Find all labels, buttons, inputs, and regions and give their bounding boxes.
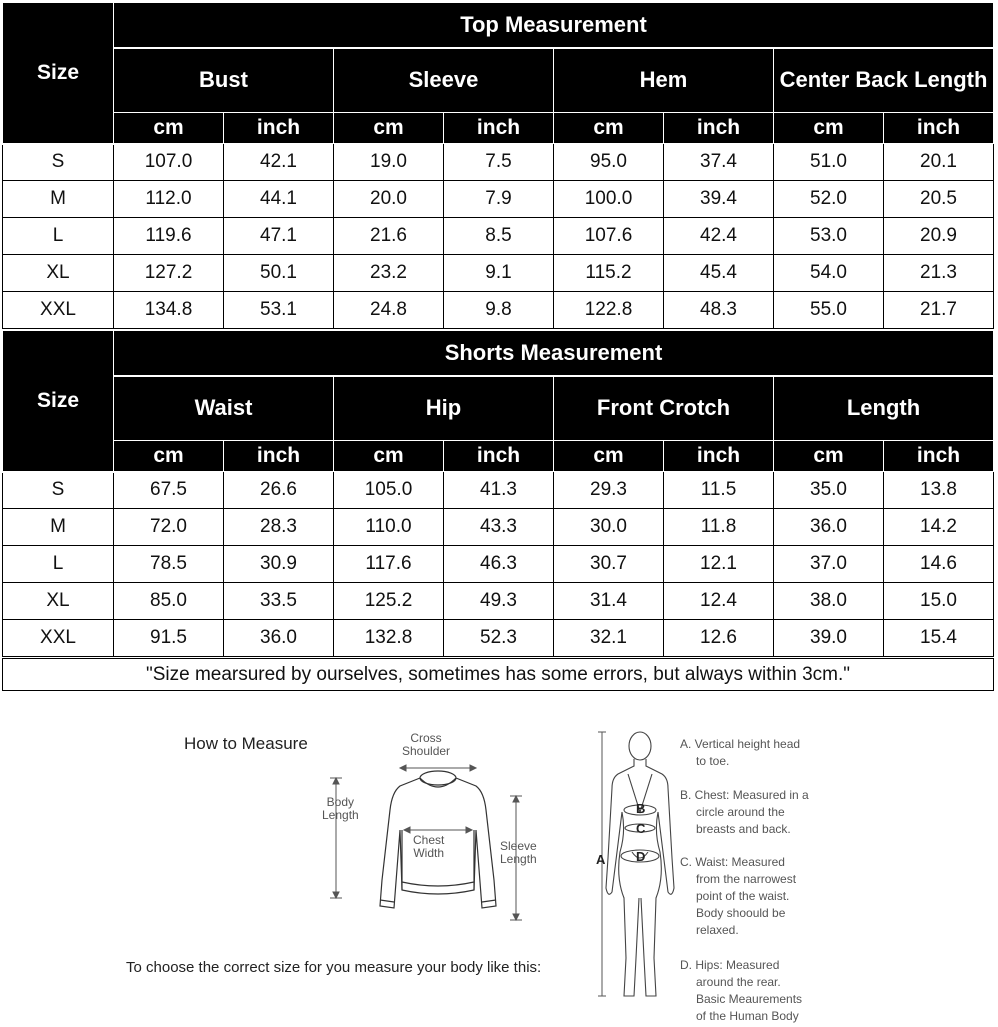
- table-cell: 8.5: [444, 218, 554, 255]
- chest-width-label: Chest Width: [413, 833, 445, 860]
- annotation-b: B. Chest: Measured in a circle around the breasts and back.: [680, 788, 809, 836]
- unit-header: cm: [114, 113, 224, 144]
- table-cell: 110.0: [334, 509, 444, 546]
- column-group-header: Hip: [334, 376, 554, 441]
- table-cell: 20.0: [334, 181, 444, 218]
- table-cell: 26.6: [224, 472, 334, 509]
- table-cell: 52.0: [774, 181, 884, 218]
- table-cell: 35.0: [774, 472, 884, 509]
- table-cell: 54.0: [774, 255, 884, 292]
- table-cell: 30.9: [224, 546, 334, 583]
- unit-header: cm: [114, 441, 224, 472]
- table-cell: 21.3: [884, 255, 994, 292]
- table-row: [3, 144, 994, 181]
- body-figure-illustration: [598, 728, 678, 1018]
- garment-illustration: [320, 730, 550, 930]
- table-cell: 127.2: [114, 255, 224, 292]
- table-cell: 44.1: [224, 181, 334, 218]
- size-cell: S: [3, 144, 114, 181]
- table-cell: 53.0: [774, 218, 884, 255]
- table-cell: 12.1: [664, 546, 774, 583]
- size-cell: L: [3, 218, 114, 255]
- table-cell: 95.0: [554, 144, 664, 181]
- table-cell: 33.5: [224, 583, 334, 620]
- size-cell: M: [3, 181, 114, 218]
- size-header: Size: [3, 331, 114, 472]
- unit-header: inch: [444, 441, 554, 472]
- unit-header: cm: [554, 441, 664, 472]
- table-cell: 119.6: [114, 218, 224, 255]
- table-cell: 78.5: [114, 546, 224, 583]
- table-cell: 7.5: [444, 144, 554, 181]
- measurement-guide: [0, 700, 998, 1027]
- table-cell: 9.1: [444, 255, 554, 292]
- size-header: Size: [3, 3, 114, 144]
- table-cell: 14.2: [884, 509, 994, 546]
- table-cell: 122.8: [554, 292, 664, 329]
- figure-letter-c: C: [636, 821, 646, 836]
- table-cell: 32.1: [554, 620, 664, 657]
- table-cell: 20.1: [884, 144, 994, 181]
- table-cell: 28.3: [224, 509, 334, 546]
- table-cell: 39.0: [774, 620, 884, 657]
- table-cell: 51.0: [774, 144, 884, 181]
- table-cell: 9.8: [444, 292, 554, 329]
- figure-letter-b: B: [636, 801, 646, 816]
- table-cell: 15.4: [884, 620, 994, 657]
- table-row: [3, 546, 994, 583]
- table-row: [3, 620, 994, 657]
- table-cell: 20.5: [884, 181, 994, 218]
- table-row: [3, 255, 994, 292]
- table-cell: 11.5: [664, 472, 774, 509]
- annotation-c: C. Waist: Measured from the narrowest point of the waist. Body shoould be relaxed.: [680, 855, 797, 937]
- figure-letter-a: A: [596, 852, 606, 867]
- table-cell: 134.8: [114, 292, 224, 329]
- column-group-header: Center Back Length: [774, 48, 994, 113]
- table-cell: 50.1: [224, 255, 334, 292]
- column-group-header: Hem: [554, 48, 774, 113]
- table-title: Top Measurement: [114, 3, 994, 48]
- table-cell: 30.7: [554, 546, 664, 583]
- table-cell: 46.3: [444, 546, 554, 583]
- unit-header: inch: [884, 113, 994, 144]
- table-cell: 7.9: [444, 181, 554, 218]
- shorts-measurement-table: [2, 330, 994, 657]
- table-row: [3, 509, 994, 546]
- size-cell: M: [3, 509, 114, 546]
- size-cell: XL: [3, 255, 114, 292]
- annotation-a: A. Vertical height head to toe.: [680, 737, 801, 768]
- column-group-header: Front Crotch: [554, 376, 774, 441]
- table-cell: 100.0: [554, 181, 664, 218]
- table-cell: 42.4: [664, 218, 774, 255]
- unit-header: cm: [774, 113, 884, 144]
- table-cell: 30.0: [554, 509, 664, 546]
- body-length-label: Body Length: [322, 795, 359, 822]
- table-cell: 41.3: [444, 472, 554, 509]
- table-cell: 125.2: [334, 583, 444, 620]
- table-cell: 39.4: [664, 181, 774, 218]
- unit-header: cm: [334, 113, 444, 144]
- table-cell: 55.0: [774, 292, 884, 329]
- table-cell: 107.6: [554, 218, 664, 255]
- choose-size-instruction: To choose the correct size for you measure your body like this:: [126, 959, 542, 976]
- table-cell: 91.5: [114, 620, 224, 657]
- table-cell: 36.0: [774, 509, 884, 546]
- table-cell: 49.3: [444, 583, 554, 620]
- table-cell: 72.0: [114, 509, 224, 546]
- table-cell: 132.8: [334, 620, 444, 657]
- unit-header: inch: [224, 113, 334, 144]
- how-to-measure-title: How to Measure: [184, 734, 308, 753]
- table-cell: 37.4: [664, 144, 774, 181]
- size-cell: XXL: [3, 292, 114, 329]
- column-group-header: Length: [774, 376, 994, 441]
- table-cell: 47.1: [224, 218, 334, 255]
- table-cell: 52.3: [444, 620, 554, 657]
- unit-header: inch: [664, 441, 774, 472]
- table-row: [3, 292, 994, 329]
- size-cell: L: [3, 546, 114, 583]
- table-row: [3, 218, 994, 255]
- table-row: [3, 472, 994, 509]
- annotation-d: D. Hips: Measured around the rear. Basic Meaurements of the Human Body: [680, 958, 803, 1023]
- table-cell: 45.4: [664, 255, 774, 292]
- table-cell: 21.7: [884, 292, 994, 329]
- column-group-header: Waist: [114, 376, 334, 441]
- table-cell: 85.0: [114, 583, 224, 620]
- table-cell: 67.5: [114, 472, 224, 509]
- table-title: Shorts Measurement: [114, 331, 994, 376]
- table-cell: 117.6: [334, 546, 444, 583]
- table-cell: 19.0: [334, 144, 444, 181]
- table-cell: 112.0: [114, 181, 224, 218]
- table-cell: 29.3: [554, 472, 664, 509]
- unit-header: inch: [884, 441, 994, 472]
- table-cell: 36.0: [224, 620, 334, 657]
- table-cell: 14.6: [884, 546, 994, 583]
- table-cell: 11.8: [664, 509, 774, 546]
- table-row: [3, 181, 994, 218]
- size-cell: XXL: [3, 620, 114, 657]
- table-cell: 12.4: [664, 583, 774, 620]
- table-cell: 107.0: [114, 144, 224, 181]
- table-cell: 38.0: [774, 583, 884, 620]
- table-cell: 20.9: [884, 218, 994, 255]
- table-cell: 21.6: [334, 218, 444, 255]
- table-cell: 105.0: [334, 472, 444, 509]
- table-cell: 31.4: [554, 583, 664, 620]
- size-cell: XL: [3, 583, 114, 620]
- unit-header: cm: [774, 441, 884, 472]
- table-cell: 48.3: [664, 292, 774, 329]
- column-group-header: Sleeve: [334, 48, 554, 113]
- measurement-note: "Size mearsured by ourselves, sometimes has some errors, but always within 3cm.": [2, 658, 994, 691]
- sleeve-length-label: Sleeve Length: [500, 839, 537, 866]
- unit-header: inch: [444, 113, 554, 144]
- unit-header: inch: [664, 113, 774, 144]
- table-row: [3, 583, 994, 620]
- table-cell: 42.1: [224, 144, 334, 181]
- column-group-header: Bust: [114, 48, 334, 113]
- table-cell: 53.1: [224, 292, 334, 329]
- table-cell: 23.2: [334, 255, 444, 292]
- table-cell: 15.0: [884, 583, 994, 620]
- size-cell: S: [3, 472, 114, 509]
- table-cell: 37.0: [774, 546, 884, 583]
- table-cell: 43.3: [444, 509, 554, 546]
- table-cell: 24.8: [334, 292, 444, 329]
- table-cell: 115.2: [554, 255, 664, 292]
- cross-shoulder-label: Cross Shoulder: [402, 731, 451, 758]
- table-cell: 13.8: [884, 472, 994, 509]
- top-measurement-table: [2, 2, 994, 329]
- unit-header: inch: [224, 441, 334, 472]
- table-cell: 12.6: [664, 620, 774, 657]
- figure-letter-d: D: [636, 849, 646, 864]
- unit-header: cm: [554, 113, 664, 144]
- unit-header: cm: [334, 441, 444, 472]
